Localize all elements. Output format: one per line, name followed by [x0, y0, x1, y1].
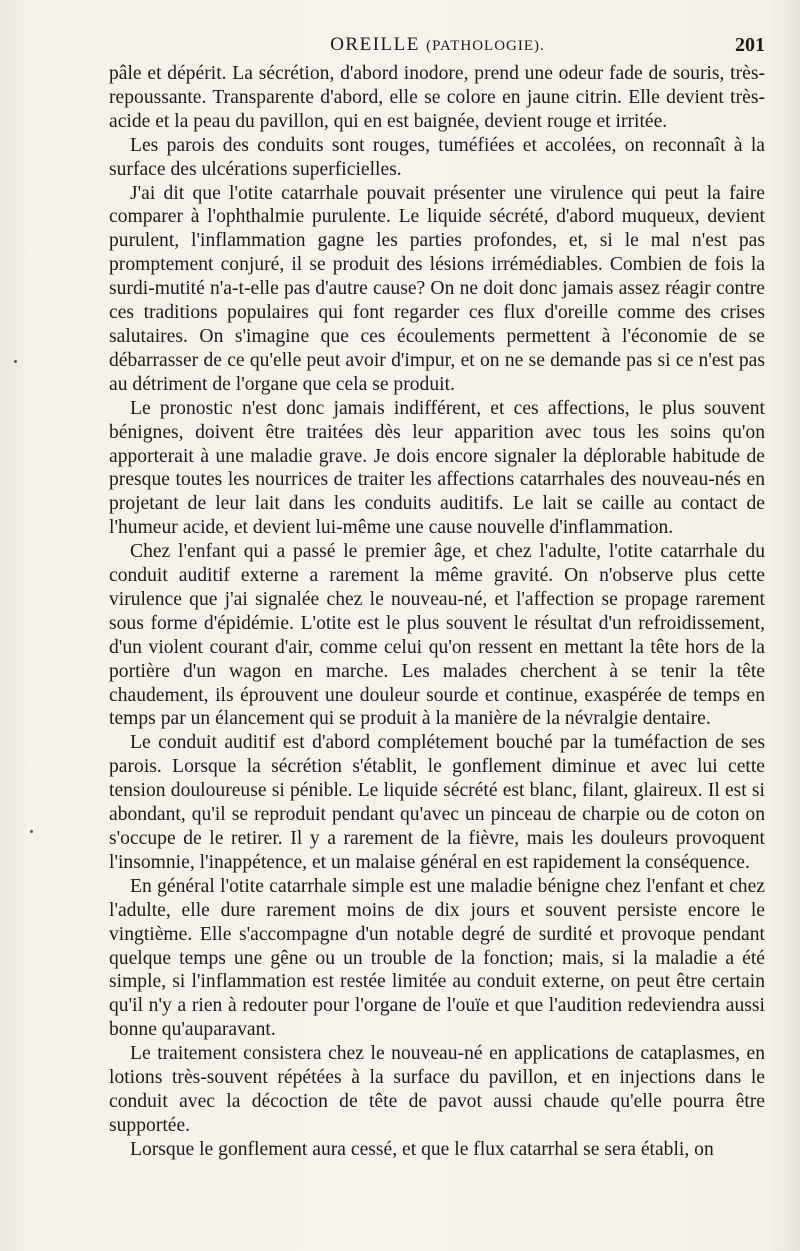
margin-speck: [14, 360, 17, 363]
paragraph: Le traitement consistera chez le nouveau-né en applications de cataplasmes, en lotions très-souvent répétées à la surface du pavillon, et en injections dans le conduit avec la décoction de tête de pavot aussi chaude qu'elle pourra être supportée.: [109, 1043, 765, 1136]
body-text: [109, 62, 765, 1162]
running-title-sub: (PATHOLOGIE).: [426, 38, 545, 54]
page-header: [110, 30, 765, 60]
paragraph: Le pronostic n'est donc jamais indifférent, et ces affections, le plus souvent bénignes, doivent être traitées dès leur apparition avec tous les soins qu'on apporterait à une maladie grave. Je dois encore signaler la déplorable habitude de presque toutes les nourrices de traiter les affections catarrhales des nouveau-nés en projetant de leur lait dans les conduits auditifs. Le lait se caille au contact de l'humeur acide, et devient lui-même une cause nouvelle d'inflammation.: [109, 397, 765, 539]
paragraph-continued: pâle et dépérit. La sécrétion, d'abord inodore, prend une odeur fade de souris, très-repoussante. Transparente d'abord, elle se colore en jaune citrin. Elle devient très-acide et la peau du pavillon, qui en est baignée, devient rouge et irritée.: [109, 63, 765, 132]
paragraph: Lorsque le gonflement aura cessé, et que le flux catarrhal se sera établi, on: [130, 1138, 714, 1160]
paragraph: J'ai dit que l'otite catarrhale pouvait présenter une virulence qui peut la faire comparer à l'ophthalmie purulente. Le liquide sécrété, d'abord muqueux, devient purulent, l'inflammation gagne les parties profondes, et, si le mal n'est pas promptement conjuré, il se produit des lésions irrémédiables. Combien de fois la surdi-mutité n'a-t-elle pas d'autre cause? On ne doit donc jamais assez réagir contre ces traditions populaires qui font regarder ces flux d'oreille comme des crises salutaires. On s'imagine que ces écoulements permettent à l'économie de se débarrasser de ce qu'elle peut avoir d'impur, et on ne se demande pas si ce n'est pas au détriment de l'organe que cela se produit.: [109, 182, 765, 395]
paragraph: En général l'otite catarrhale simple est une maladie bénigne chez l'enfant et chez l'adulte, elle dure rarement moins de dix jours et souvent persiste encore le vingtième. Elle s'accompagne d'un notable degré de surdité et provoque pendant quelque temps une gêne ou un trouble de la fonction; mais, si la maladie a été simple, si l'inflammation est restée limitée au conduit externe, on peut être certain qu'il n'y a rien à redouter pour l'organe de l'ouïe et que l'audition redeviendra aussi bonne qu'auparavant.: [109, 875, 765, 1041]
page-number: 201: [735, 34, 765, 56]
running-title-main: OREILLE: [330, 34, 420, 55]
paragraph: Les parois des conduits sont rouges, tuméfiées et accolées, on reconnaît à la surface des ulcérations superficielles.: [109, 134, 765, 180]
paragraph: Chez l'enfant qui a passé le premier âge, et chez l'adulte, l'otite catarrhale du conduit auditif externe a rarement la même gravité. On n'observe plus cette virulence que j'ai signalée chez le nouveau-né, et l'affection se propage rarement sous forme d'épidémie. L'otite est le plus souvent le résultat d'un refroidissement, d'un violent courant d'air, comme celui qu'on ressent en mettant la tête hors de la portière d'un wagon en marche. Les malades cherchent à se tenir la tête chaudement, ils éprouvent une douleur sourde et continue, exaspérée de temps en temps par un élancement qui se produit à la manière de la névralgie dentaire.: [109, 541, 765, 730]
paragraph: Le conduit auditif est d'abord complétement bouché par la tuméfaction de ses parois. Lorsque la sécrétion s'établit, le gonflement diminue et avec lui cette tension douloureuse si pénible. Le liquide sécrété est blanc, filant, glaireux. Il est si abondant, qu'il se reproduit pendant qu'avec un pinceau de charpie ou de coton on s'occupe de le retirer. Il y a rarement de la fièvre, mais les douleurs provoquent l'insomnie, l'inappétence, et un malaise général en est rapidement la conséquence.: [109, 732, 765, 873]
running-title: [110, 34, 765, 56]
margin-speck: [30, 830, 33, 833]
